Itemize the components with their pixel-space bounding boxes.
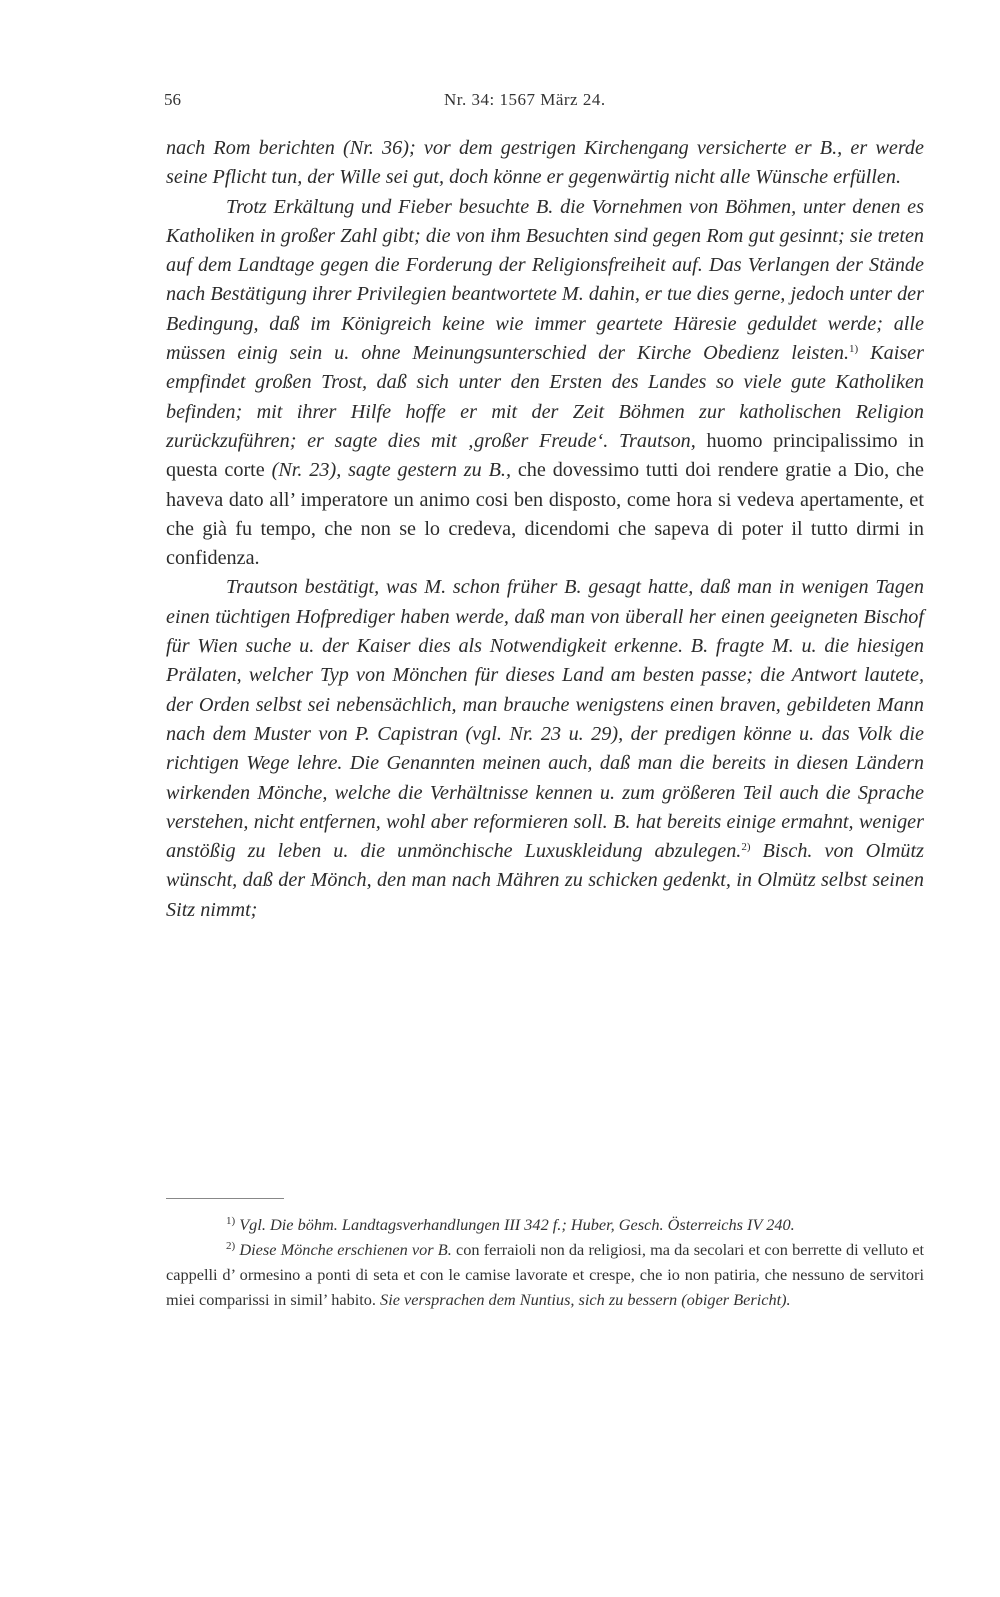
footnote-mark: 1) — [226, 1215, 236, 1227]
roman-text: che dovessimo tutti doi rendere gratie a Dio, che haveva dato all’ imperatore un animo cosi ben disposto, come hora si vedeva apertamente, et che già fu tempo, che non se lo credeva, dicendomi che sapeva di poter il tutto dirmi in confidenza. — [166, 459, 924, 570]
page-header — [164, 90, 924, 120]
italic-text: Sie versprachen dem Nuntius, sich zu bessern (obiger Bericht). — [380, 1290, 791, 1309]
roman-text: huomo principalissimo in questa corte — [166, 429, 924, 482]
italic-text: Bisch. von Olmütz wünscht, daß der Mönch, den man nach Mähren zu schicken gedenkt, in Olmütz selbst seinen Sitz nimmt; — [166, 840, 924, 921]
page-number: 56 — [164, 90, 181, 109]
footnote — [166, 1237, 924, 1312]
italic-text: (Nr. 23), sagte gestern zu B., — [271, 459, 518, 482]
paragraph — [166, 134, 924, 193]
footnotes — [166, 1212, 924, 1312]
paragraph — [166, 573, 924, 925]
roman-text: con ferraioli non da religiosi, ma da secolari et con berrette di velluto et cappelli d’ ormesino a ponti di seta et con le camise lavorate et crespe, che io non patiria, che nessuno de servitori miei comparissi in simil’ habito. — [166, 1240, 924, 1309]
main-text — [166, 134, 924, 925]
paragraph — [166, 193, 924, 574]
italic-text: Kaiser empfindet großen Trost, daß sich unter den Ersten des Landes so viele gute Katholiken befinden; mit ihrer Hilfe hoffe er mit der Zeit Böhmen zur katholischen Religion zurückzuführen; er sagte dies mit ‚großer Freude‘. Trautson, — [166, 342, 924, 452]
italic-text: Trautson bestätigt, was M. schon früher B. gesagt hatte, daß man in wenigen Tagen einen tüchtigen Hofprediger haben werde, daß man von überall her einen geeigneten Bischof für Wien suche u. der Kaiser dies als Notwendigkeit erkenne. B. fragte M. u. die hiesigen Prälaten, welcher Typ von Mönchen für dieses Land am besten passe; die Antwort lautete, der Orden selbst sei nebensächlich, man brauche wenigstens einen braven, gebildeten Mann nach dem Muster von P. Capistran (vgl. Nr. 23 u. 29), der predigen könne u. das Volk die richtigen Wege lehre. Die Genannten meinen auch, daß man die bereits in diesen Ländern wirkenden Mönche, welche die Verhältnisse kennen u. zum größeren Teil auch die Sprache verstehen, nicht entfernen, wohl aber reformieren soll. B. hat bereits einige ermahnt, weniger anstößig zu leben u. die unmönchische Luxuskleidung abzulegen. — [166, 576, 924, 863]
italic-text: Vgl. Die böhm. Landtagsverhandlungen III 342 f.; Huber, Gesch. Österreichs IV 240. — [235, 1215, 795, 1234]
footnote-reference: 2) — [741, 841, 751, 854]
italic-text: Trotz Erkältung und Fieber besuchte B. die Vornehmen von Böhmen, unter denen es Katholiken in großer Zahl gibt; die von ihm Besuchten sind gegen Rom gut gesinnt; sie treten auf dem Landtage gegen die Forderung der Religionsfreiheit auf. Das Verlangen der Stände nach Bestätigung ihrer Privilegien beantwortete M. dahin, er tue dies gerne, jedoch unter der Bedingung, daß im Königreich keine wie immer geartete Häresie geduldet werde; alle müssen einig sein u. ohne Meinungsunterschied der Kirche Obedienz leisten. — [166, 195, 924, 365]
footnote-reference: 1) — [849, 343, 859, 356]
running-head: Nr. 34: 1567 März 24. — [444, 90, 606, 109]
footnote-divider — [166, 1198, 284, 1199]
italic-text: nach Rom berichten (Nr. 36); vor dem gestrigen Kirchengang versicherte er B., er werde seine Pflicht tun, der Wille sei gut, doch könne er gegenwärtig nicht alle Wünsche erfüllen. — [166, 137, 924, 189]
italic-text: Diese Mönche erschienen vor B. — [235, 1240, 457, 1259]
footnote-mark: 2) — [226, 1240, 236, 1252]
footnote — [166, 1212, 924, 1237]
